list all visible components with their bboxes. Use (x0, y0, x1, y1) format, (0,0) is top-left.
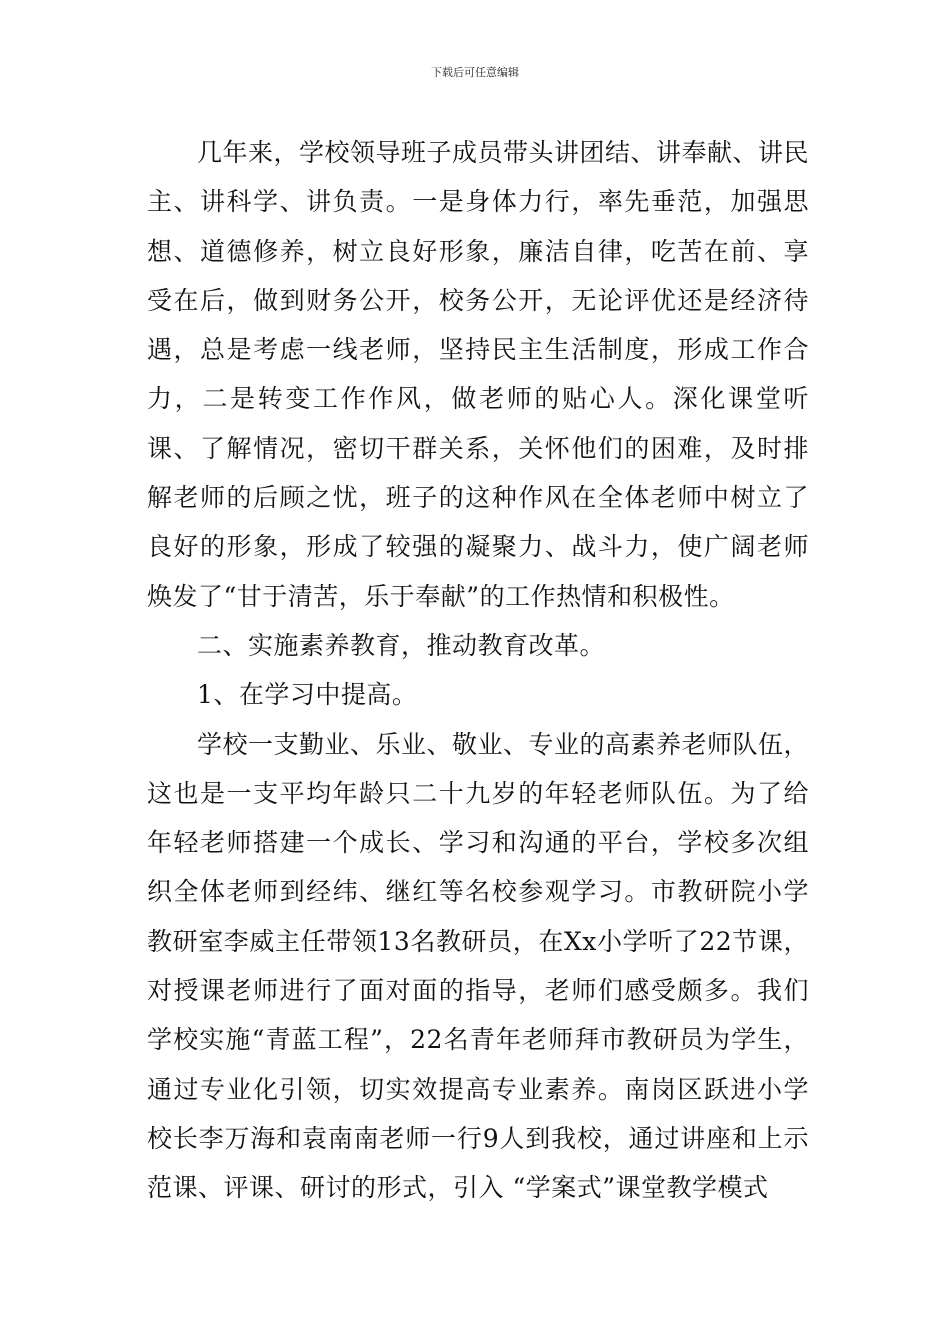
subsection-heading-learning: 1、在学习中提高。 (197, 680, 418, 710)
document-body (147, 128, 809, 1213)
paragraph-teacher-team: 学校一支勤业、乐业、敬业、专业的高素养老师队伍，这也是一支平均年龄只二十九岁的年轻老师队伍。为了给年轻老师搭建一个成长、学习和沟通的平台，学校多次组织全体老师到经纬、继红等名校参观学习。市教研院小学教研室李威主任带领13名教研员，在Xx小学听了22节课，对授课老师进行了面对面的指导，老师们感受颇多。我们学校实施“青蓝工程”，22名青年老师拜市教研员为学生，通过专业化引领，切实效提高专业素养。南岗区跃进小学校长李万海和袁南南老师一行9人到我校，通过讲座和上示范课、评课、研讨的形式，引入 “学案式”课堂教学模式 (147, 729, 810, 1203)
section-heading-quality-education: 二、实施素养教育，推动教育改革。 (197, 630, 606, 660)
page-header: 下载后可任意编辑 (431, 66, 519, 79)
paragraph-leadership: 几年来，学校领导班子成员带头讲团结、讲奉献、讲民主、讲科学、讲负责。一是身体力行，率先垂范，加强思想、道德修养，树立良好形象，廉洁自律，吃苦在前、享受在后，做到财务公开，校务公开，无论评优还是经济待遇，总是考虑一线老师，坚持民主生活制度，形成工作合力，二是转变工作作风，做老师的贴心人。深化课堂听课、了解情况，密切干群关系，关怀他们的困难，及时排解老师的后顾之忧，班子的这种作风在全体老师中树立了良好的形象，形成了较强的凝聚力、战斗力，使广阔老师焕发了“甘于清苦，乐于奉献”的工作热情和积极性。 (147, 138, 810, 611)
